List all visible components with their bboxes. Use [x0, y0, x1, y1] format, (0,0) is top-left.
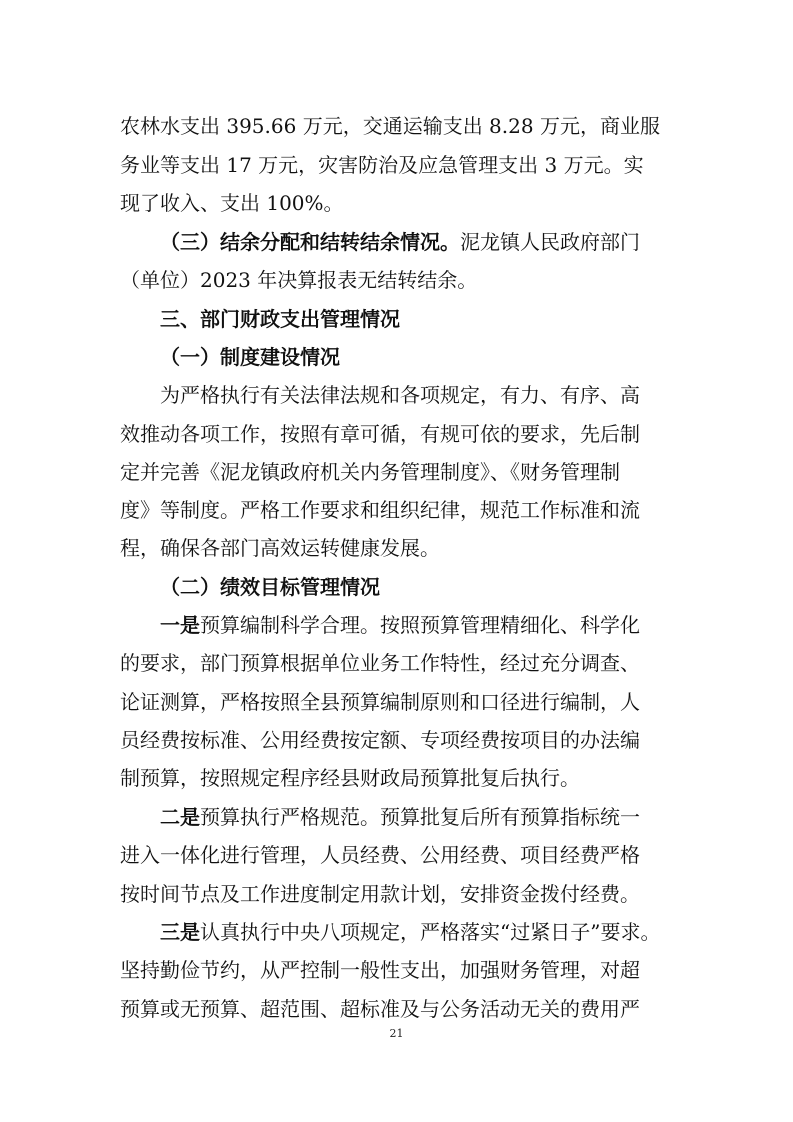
paragraph-text: 预算执行严格规范。预算批复后所有预算指标统一	[200, 805, 640, 829]
paragraph-text: 泥龙镇人民政府部门	[460, 230, 640, 254]
lead-phrase: 二是	[160, 805, 200, 829]
paragraph-line: 务业等支出 17 万元，灾害防治及应急管理支出 3 万元。实	[120, 153, 644, 177]
subsection-title: （一）制度建设情况	[160, 345, 340, 369]
paragraph-line: （单位）2023 年决算报表无结转结余。	[120, 268, 478, 292]
paragraph-text: 预算编制科学合理。按照预算管理精细化、科学化	[200, 613, 640, 637]
paragraph-line	[160, 803, 640, 831]
paragraph-line	[160, 228, 640, 256]
lead-phrase: 三是	[160, 920, 200, 944]
lead-phrase: 一是	[160, 613, 200, 637]
paragraph-line: 度》等制度。严格工作要求和组织纪律，规范工作标准和流	[120, 498, 640, 522]
paragraph-line: 农林水支出 395.66 万元，交通运输支出 8.28 万元，商业服	[120, 114, 660, 138]
paragraph-line: 效推动各项工作，按照有章可循，有规可依的要求，先后制	[120, 422, 640, 446]
paragraph-line: 坚持勤俭节约，从严控制一般性支出，加强财务管理，对超	[120, 958, 640, 982]
inline-heading: （三）结余分配和结转结余情况。	[160, 230, 460, 254]
paragraph-line: 制预算，按照规定程序经县财政局预算批复后执行。	[120, 766, 580, 790]
paragraph-line: 定并完善《泥龙镇政府机关内务管理制度》、《财务管理制	[120, 460, 620, 484]
paragraph-line: 现了收入、支出 100%。	[120, 191, 344, 215]
paragraph-line: 论证测算，严格按照全县预算编制原则和口径进行编制，人	[120, 690, 640, 714]
paragraph-line: 预算或无预算、超范围、超标准及与公务活动无关的费用严	[120, 997, 640, 1021]
paragraph-line: 进入一体化进行管理，人员经费、公用经费、项目经费严格	[120, 843, 640, 867]
subsection-title: （二）绩效目标管理情况	[160, 575, 380, 599]
paragraph-text: 认真执行中央八项规定，严格落实“过紧日子”要求。	[200, 920, 661, 944]
paragraph-line: 员经费按标准、公用经费按定额、专项经费按项目的办法编	[120, 728, 640, 752]
paragraph-line	[160, 918, 660, 946]
paragraph-line: 为严格执行有关法律法规和各项规定，有力、有序、高	[160, 383, 640, 407]
paragraph-line: 的要求，部门预算根据单位业务工作特性，经过充分调查、	[120, 651, 640, 675]
paragraph-line: 按时间节点及工作进度制定用款计划，安排资金拨付经费。	[120, 882, 640, 906]
section-title: 三、部门财政支出管理情况	[160, 307, 400, 331]
paragraph-line	[160, 611, 640, 639]
paragraph-line: 程，确保各部门高效运转健康发展。	[120, 536, 440, 560]
page-number: 21	[389, 1027, 404, 1040]
